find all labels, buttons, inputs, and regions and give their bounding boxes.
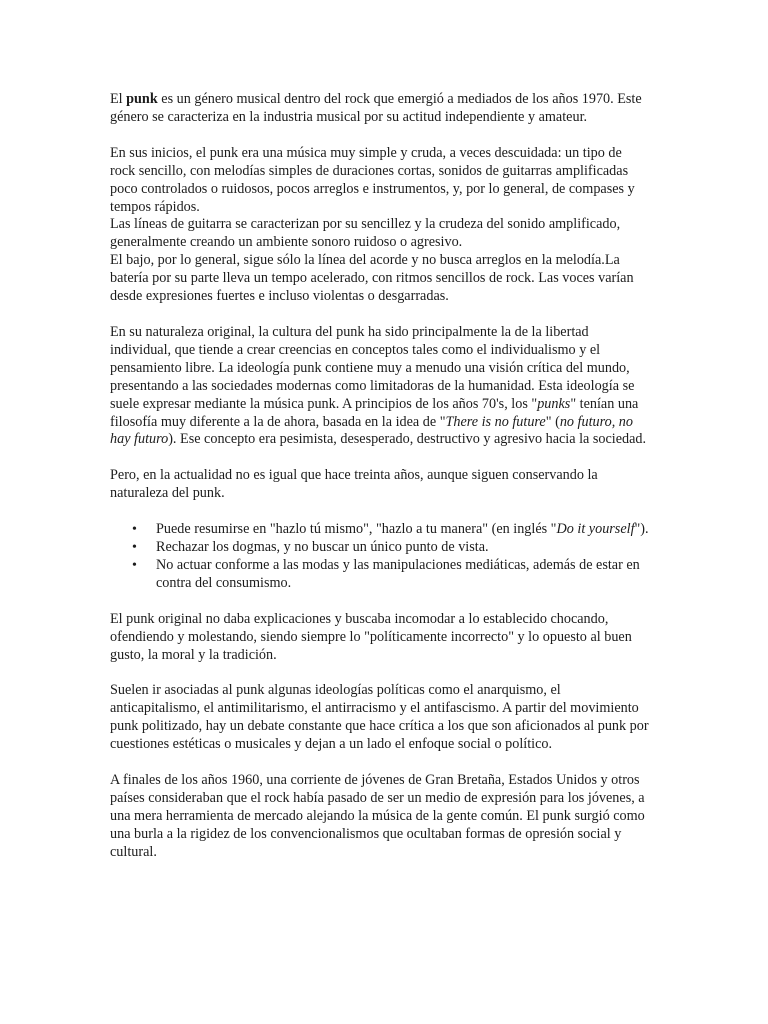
ideology-text-1: En su naturaleza original, la cultura del punk ha sido principalmente la de la libertad individual, que tiende a crear creencias en conceptos tales como el individualismo y el pensamiento libre. La ideología punk contiene muy a menudo una visión crítica del mundo, presentando a las sociedades modernas como limitadoras de la humanidad. Esta ideología se suele expresar mediante la música punk. A principios de los años 70's, los " <box>110 323 635 412</box>
ideology-text-2: " tenían una filosofía muy diferente a la de ahora, basada en la idea de " <box>110 395 639 430</box>
list-item-italic: Do it yourself <box>556 521 635 538</box>
ideology-paragraph <box>110 324 650 449</box>
history-paragraph: A finales de los años 1960, una corriente de jóvenes de Gran Bretaña, Estados Unidos y otros países consideraban que el rock había pasado de ser un medio de expresión para los jóvenes, a una mera herramienta de mercado alejando la música de la gente común. El punk surgió como una burla a la rigidez de los convencionalismos que ocultaban formas de opresión social y cultural. <box>110 772 645 860</box>
list-item: • Rechazar los dogmas, y no buscar un único punto de vista. <box>156 539 650 557</box>
list-item: • No actuar conforme a las modas y las manipulaciones mediáticas, además de estar en contra del consumismo. <box>156 557 650 593</box>
present-day-paragraph: Pero, en la actualidad no es igual que hace treinta años, aunque siguen conservando la naturaleza del punk. <box>110 467 598 502</box>
political-ideologies-paragraph: Suelen ir asociadas al punk algunas ideologías políticas como el anarquismo, el anticapitalismo, el antimilitarismo, el antirracismo y el antifascismo. A partir del movimiento punk politizado, hay un debate constante que hace crítica a los que son aficionados al punk por cuestiones estéticas o musicales y dejan a un lado el enfoque social o político. <box>110 682 649 753</box>
principles-list <box>110 521 650 593</box>
list-item-text: Puede resumirse en "hazlo tú mismo", "hazlo a tu manera" (en inglés " <box>156 521 557 538</box>
intro-paragraph <box>110 91 650 127</box>
origins-paragraph: En sus inicios, el punk era una música muy simple y cruda, a veces descuidada: un tipo de rock sencillo, con melodías simples de duraciones cortas, sonidos de guitarras amplificadas poco controlados o ruidosos, pocos arreglos e instrumentos, y, por lo general, de compases y tempos rápidos. <box>110 144 635 215</box>
document-page <box>110 91 650 880</box>
list-item <box>156 521 650 539</box>
ideology-punks-italic: punks <box>537 395 571 412</box>
ideology-translation-italic: no futuro, no hay futuro <box>110 413 633 448</box>
original-punk-paragraph: El punk original no daba explicaciones y buscaba incomodar a lo establecido chocando, ofendiendo y molestando, siendo siempre lo "políticamente incorrecto" y lo opuesto al buen gusto, la moral y la tradición. <box>110 610 632 663</box>
intro-text-rest: es un género musical dentro del rock que emergió a mediados de los años 1970. Este género se caracteriza en la industria musical por su actitud independiente y amateur. <box>110 91 642 125</box>
list-item-text-end: "). <box>634 521 649 538</box>
guitar-paragraph: Las líneas de guitarra se caracterizan por su sencillez y la crudeza del sonido amplificado, generalmente creando un ambiente sonoro ruidoso o agresivo. <box>110 216 621 251</box>
intro-text-start: El <box>110 91 127 107</box>
ideology-text-4: ). Ese concepto era pesimista, desesperado, destructivo y agresivo hacia la sociedad. <box>168 431 647 448</box>
bass-drums-voice-paragraph: El bajo, por lo general, sigue sólo la línea del acorde y no busca arreglos en la melodía.La batería por su parte lleva un tempo acelerado, con ritmos sencillos de rock. Las voces varían desde expresiones fuertes e incluso violentas o desgarradas. <box>110 252 634 305</box>
ideology-quote-italic: There is no future <box>445 413 546 430</box>
ideology-text-3: " ( <box>545 413 560 430</box>
intro-term-bold: punk <box>126 91 158 107</box>
